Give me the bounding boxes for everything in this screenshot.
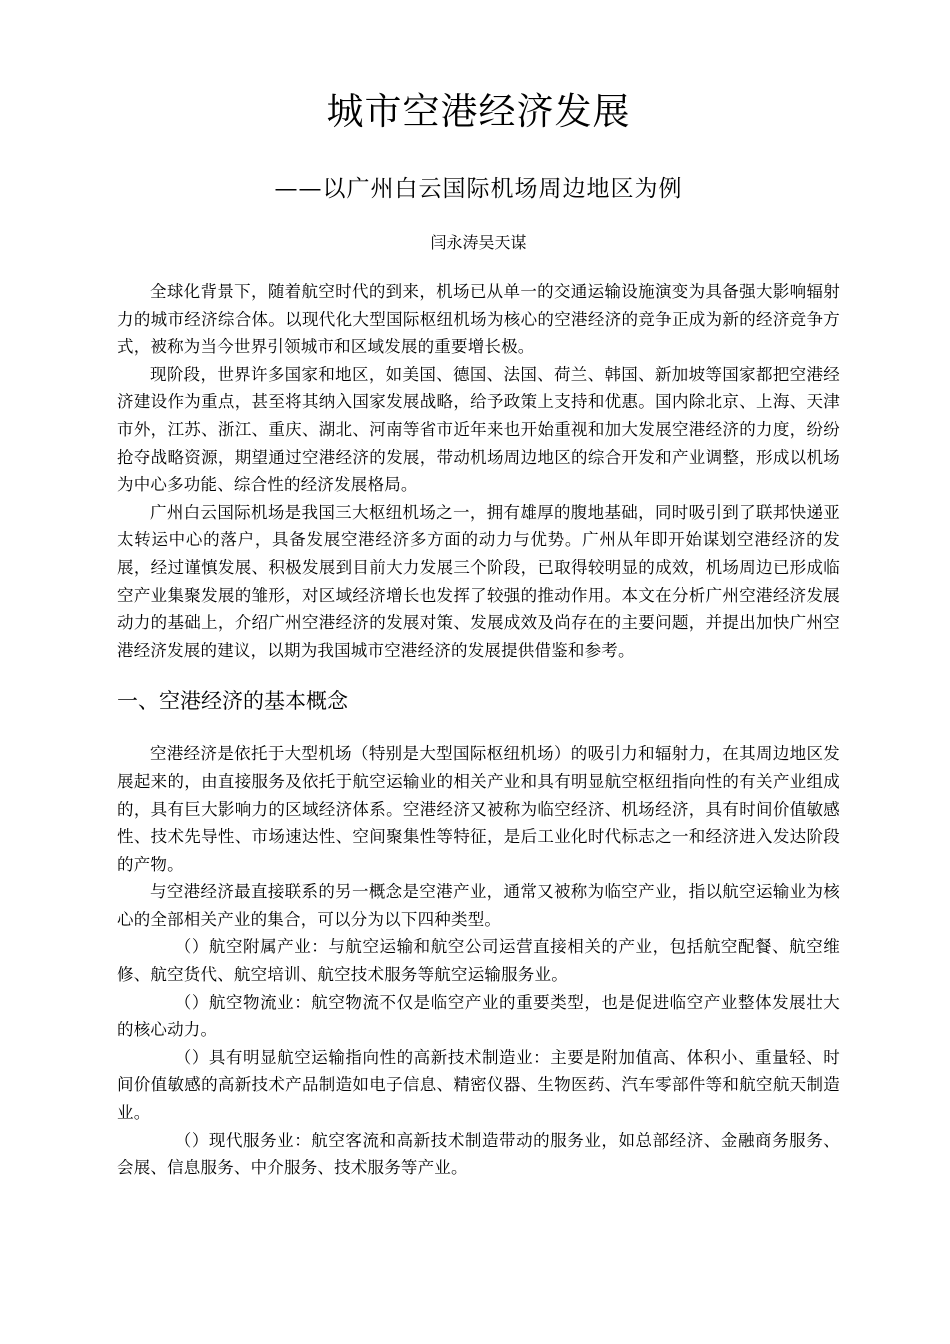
- document-authors: 闫永涛吴天谋: [430, 233, 527, 252]
- section-paragraph: 空港经济是依托于大型机场（特别是大型国际枢纽机场）的吸引力和辐射力，在其周边地区发展起来的，由直接服务及依托于航空运输业的相关产业和具有明显航空枢纽指向性的有关产业组成的，具有巨大影响力的区域经济体系。空港经济又被称为临空经济、机场经济，具有时间价值敏感性、技术先导性、市场速达性、空间聚集性等特征，是后工业化时代标志之一和经济进入发达阶段的产物。: [117, 744, 840, 874]
- document-body: [117, 278, 840, 1182]
- list-item: （）航空附属产业：与航空运输和航空公司运营直接相关的产业，包括航空配餐、航空维修、航空货代、航空培训、航空技术服务等航空运输服务业。: [117, 937, 840, 985]
- list-item: （）具有明显航空运输指向性的高新技术制造业：主要是附加值高、体积小、重量轻、时间价值敏感的高新技术产品制造如电子信息、精密仪器、生物医药、汽车零部件等和航空航天制造业。: [117, 1047, 840, 1123]
- list-item: （）航空物流业：航空物流不仅是临空产业的重要类型，也是促进临空产业整体发展壮大的核心动力。: [117, 992, 840, 1040]
- document-title: 城市空港经济发展: [326, 90, 631, 133]
- document-subtitle: ——以广州白云国际机场周边地区为例: [274, 176, 683, 202]
- list-item: （）现代服务业：航空客流和高新技术制造带动的服务业，如总部经济、金融商务服务、会展、信息服务、中介服务、技术服务等产业。: [117, 1130, 840, 1178]
- intro-paragraph: 现阶段，世界许多国家和地区，如美国、德国、法国、荷兰、韩国、新加坡等国家都把空港经济建设作为重点，甚至将其纳入国家发展战略，给予政策上支持和优惠。国内除北京、上海、天津市外，江苏、浙江、重庆、湖北、河南等省市近年来也开始重视和加大发展空港经济的力度，纷纷抢夺战略资源，期望通过空港经济的发展，带动机场周边地区的综合开发和产业调整，形成以机场为中心多功能、综合性的经济发展格局。: [117, 364, 840, 495]
- section-heading: 一、空港经济的基本概念: [117, 689, 348, 714]
- intro-paragraph: 全球化背景下，随着航空时代的到来，机场已从单一的交通运输设施演变为具备强大影响辐射力的城市经济综合体。以现代化大型国际枢纽机场为核心的空港经济的竞争正成为新的经济竞争方式，被称为当今世界引领城市和区域发展的重要增长极。: [117, 282, 840, 357]
- section-paragraph: 与空港经济最直接联系的另一概念是空港产业，通常又被称为临空产业，指以航空运输业为核心的全部相关产业的集合，可以分为以下四种类型。: [117, 882, 840, 929]
- intro-paragraph: 广州白云国际机场是我国三大枢纽机场之一，拥有雄厚的腹地基础，同时吸引到了联邦快递亚太转运中心的落户，具备发展空港经济多方面的动力与优势。广州从年即开始谋划空港经济的发展，经过谨慎发展、积极发展到目前大力发展三个阶段，已取得较明显的成效，机场周边已形成临空产业集聚发展的雏形，对区域经济增长也发挥了较强的推动作用。本文在分析广州空港经济发展动力的基础上，介绍广州空港经济的发展对策、发展成效及尚存在的主要问题，并提出加快广州空港经济发展的建议，以期为我国城市空港经济的发展提供借鉴和参考。: [117, 502, 840, 660]
